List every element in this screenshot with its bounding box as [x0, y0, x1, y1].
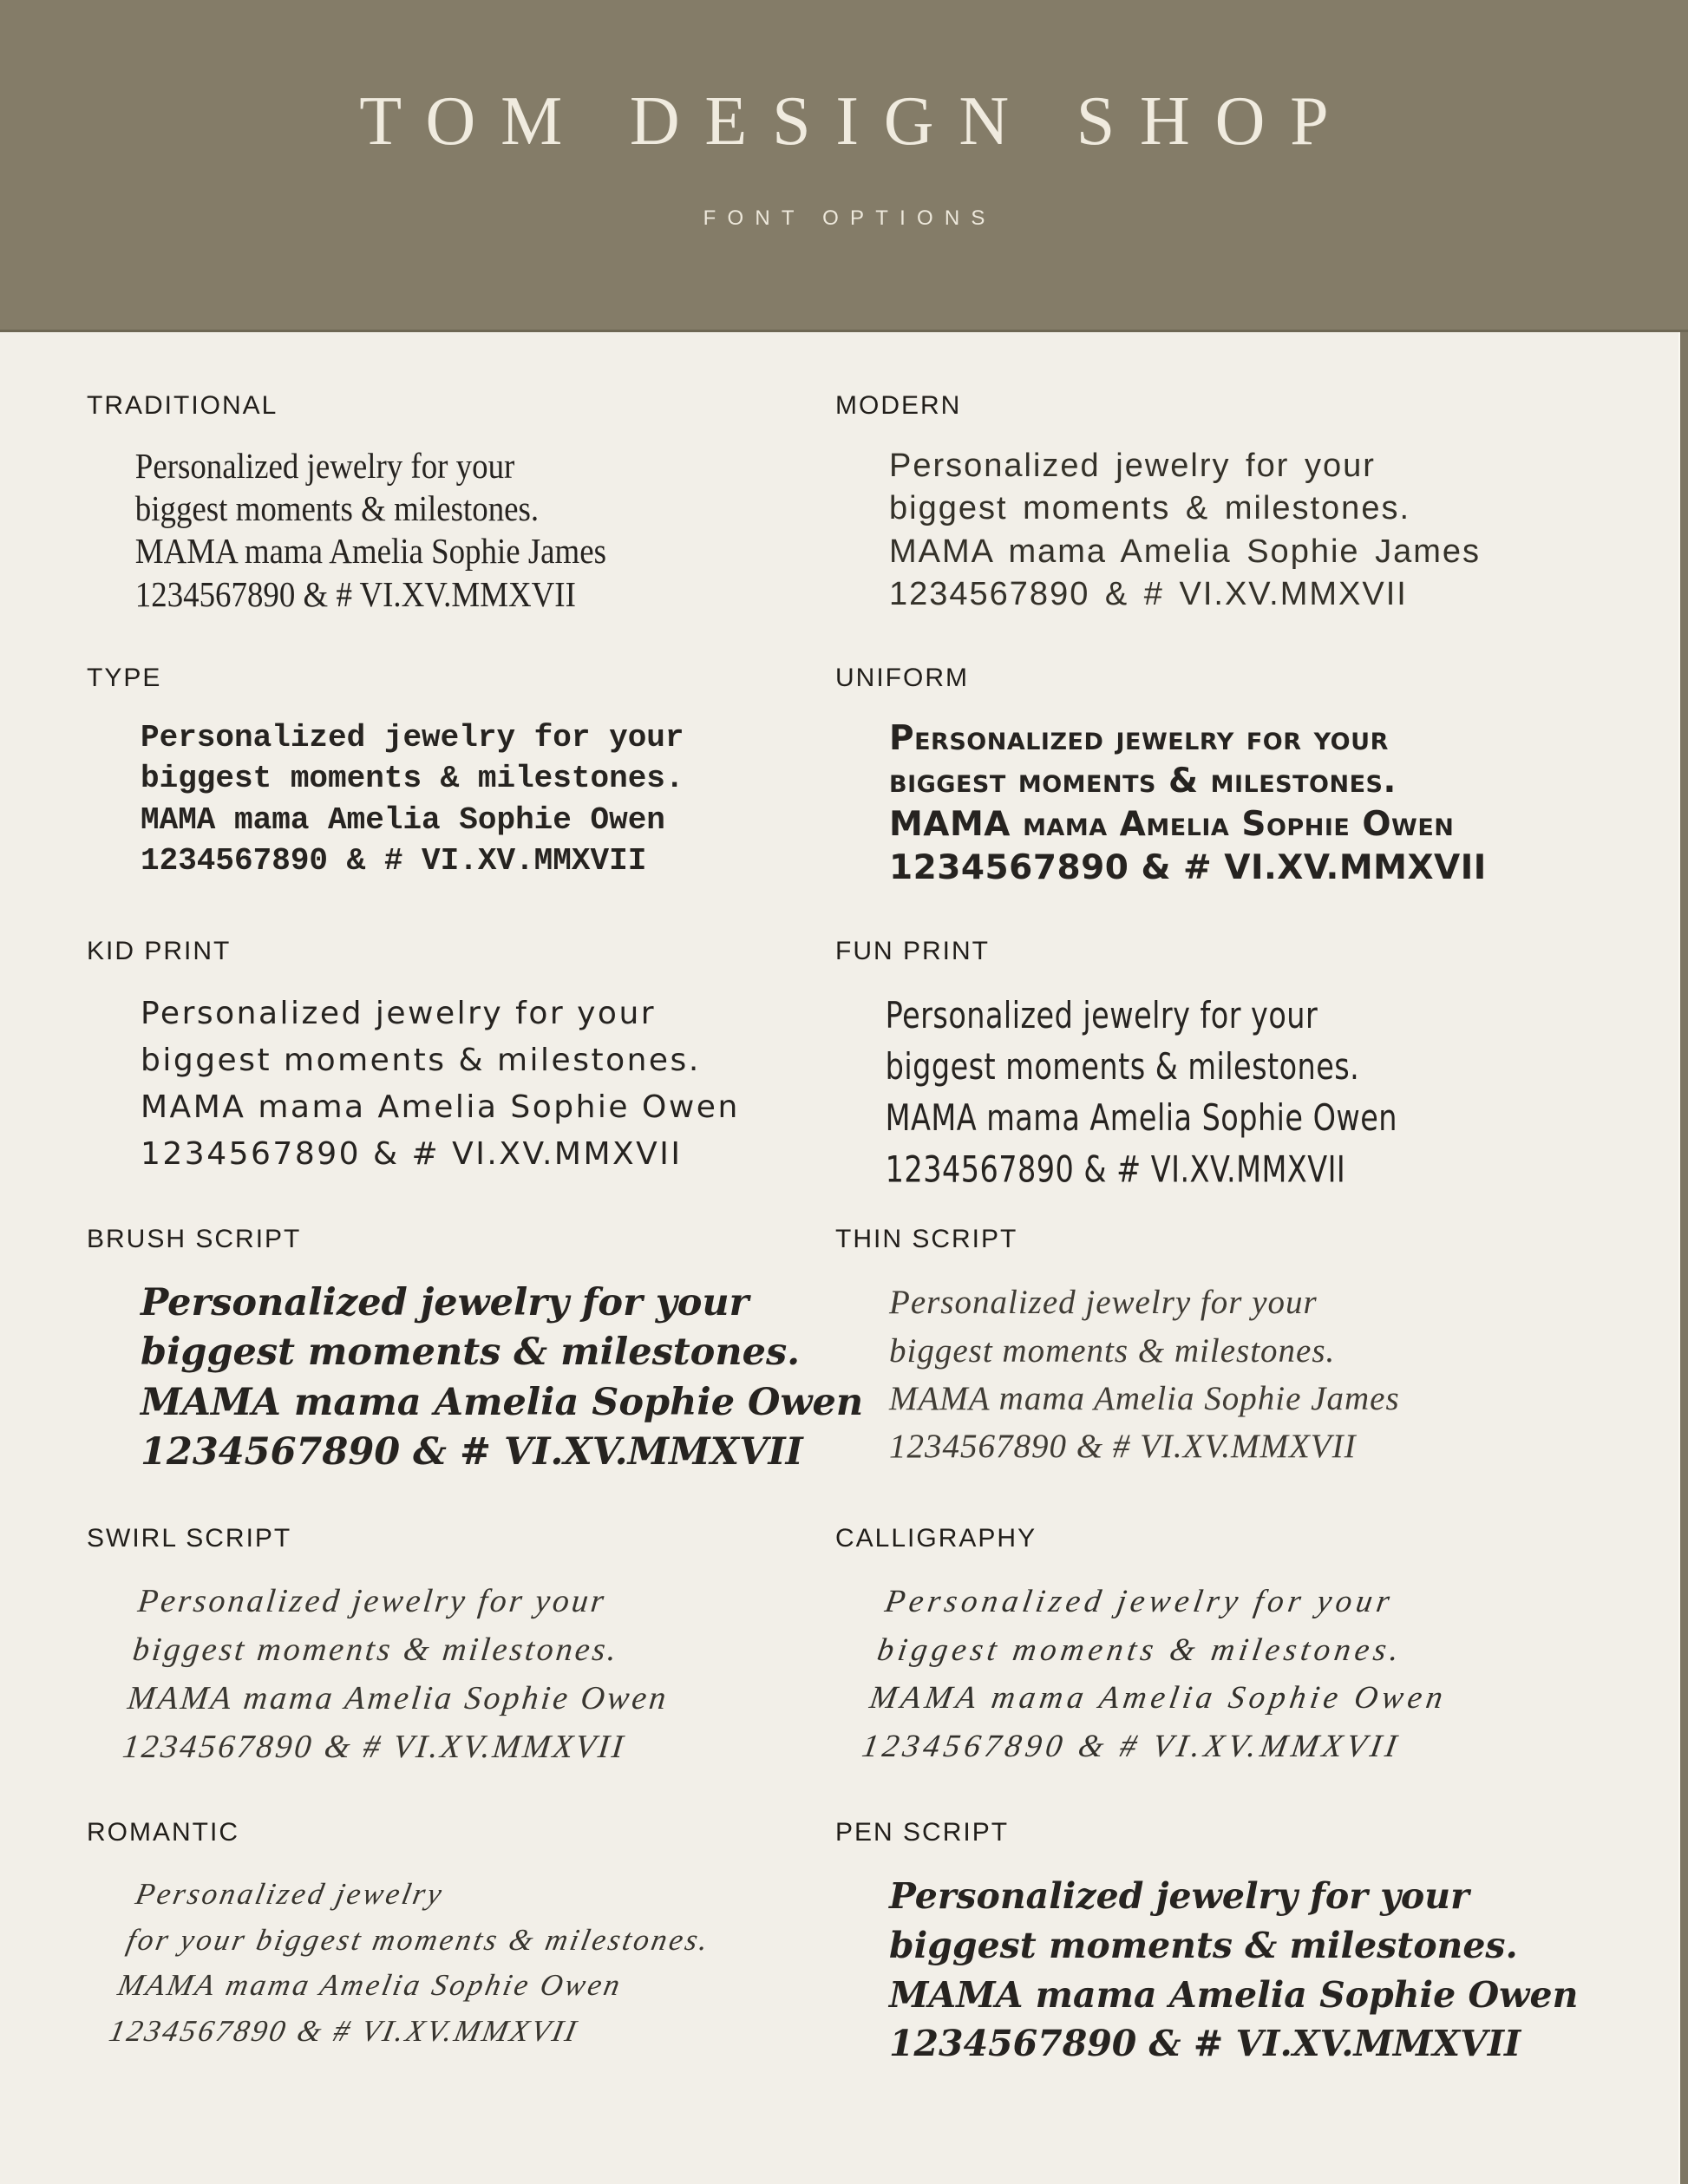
sample-line: biggest moments & milestones.: [889, 490, 1411, 527]
font-sample-text: [835, 445, 1681, 617]
right-edge-strip: [1678, 332, 1688, 2184]
sample-line: Personalized jewelry for your: [889, 1284, 1318, 1322]
font-sample-text: [87, 445, 883, 616]
sample-line: 1234567890 & # VI.XV.MMXVII: [141, 1429, 803, 1474]
font-sample-text: [835, 1872, 1681, 2068]
sample-line: Personalized jewelry for your: [889, 1875, 1469, 1918]
sample-line: MAMA mama Amelia Sophie Owen: [889, 805, 1455, 845]
sample-line: biggest moments & milestones.: [141, 1331, 801, 1375]
sample-line: biggest moments & milestones.: [874, 1631, 1406, 1668]
font-sample-text: [835, 1278, 1681, 1471]
font-sample-text: [805, 1578, 1681, 1770]
font-sample-text: [51, 1872, 835, 2054]
sample-line: Personalized jewelry for your: [141, 996, 657, 1032]
font-section-swirl-script: [87, 1523, 835, 1771]
sample-line: 1234567890 & # VI.XV.MMXVII: [889, 2023, 1521, 2065]
sample-line: biggest moments & milestones.: [889, 1331, 1336, 1370]
sample-line: 1234567890 & # VI.XV.MMXVII: [106, 2013, 582, 2048]
font-label: MODERN: [835, 391, 962, 420]
font-label: BRUSH SCRIPT: [87, 1225, 302, 1254]
sample-line: Personalized jewelry for your: [134, 446, 515, 486]
sample-line: 1234567890 & # VI.XV.MMXVII: [889, 1428, 1357, 1466]
sample-line: Personalized jewelry: [133, 1877, 448, 1912]
sample-line: biggest moments & milestones.: [889, 762, 1397, 801]
sample-line: 1234567890 & # VI.XV.MMXVII: [889, 848, 1487, 888]
sample-line: MAMA mama Amelia Sophie James: [134, 531, 607, 572]
font-section-thin-script: [835, 1226, 1681, 1477]
font-label: PEN SCRIPT: [835, 1818, 1010, 1847]
sample-line: Personalized jewelry for your: [882, 1583, 1397, 1619]
font-sample-text: [67, 1578, 835, 1771]
sample-line: biggest moments & milestones.: [889, 1924, 1518, 1966]
font-sample-text: [87, 717, 835, 882]
sample-line: Personalized jewelry for your: [889, 718, 1389, 758]
sample-line: MAMA mama Amelia Sophie Owen: [867, 1679, 1450, 1716]
sample-line: for your biggest moments & milestones.: [124, 1922, 714, 1957]
sample-line: 1234567890 & # VI.XV.MMXVII: [141, 1136, 683, 1173]
font-section-kid-print: [87, 938, 835, 1178]
sample-line: biggest moments & milestones.: [885, 1047, 1360, 1089]
font-section-pen-script: [835, 1820, 1681, 2068]
font-section-traditional: [87, 393, 835, 617]
sample-line: biggest moments & milestones.: [141, 1043, 701, 1079]
font-section-brush-script: [87, 1225, 864, 1477]
font-label: FUN PRINT: [835, 937, 990, 966]
font-section-calligraphy: [835, 1523, 1681, 1771]
sample-line: MAMA mama Amelia Sophie James: [889, 1379, 1400, 1417]
font-section-uniform: [835, 665, 1681, 891]
font-sample-text: [835, 717, 1681, 891]
sample-line: 1234567890 & # VI.XV.MMXVII: [889, 576, 1408, 613]
font-section-type: [87, 665, 835, 891]
page-subtitle: FONT OPTIONS: [703, 206, 997, 230]
shop-title: TOM DESIGN SHOP: [359, 83, 1354, 160]
sample-line: 1234567890 & # VI.XV.MMXVII: [885, 1149, 1346, 1192]
sample-line: Personalized jewelry for your: [885, 995, 1318, 1037]
sample-line: Personalized jewelry for your: [135, 1582, 609, 1619]
font-label: ROMANTIC: [87, 1818, 239, 1847]
font-label: THIN SCRIPT: [835, 1225, 1018, 1254]
font-label: CALLIGRAPHY: [835, 1523, 1037, 1553]
sample-line: biggest moments & milestones.: [134, 488, 540, 529]
sample-line: 1234567890 & # VI.XV.MMXVII: [121, 1728, 628, 1765]
font-label: TYPE: [87, 663, 162, 692]
font-label: TRADITIONAL: [87, 391, 278, 420]
sample-line: Personalized jewelry for your: [141, 1281, 749, 1325]
sample-line: MAMA mama Amelia Sophie Owen: [126, 1679, 671, 1716]
sample-line: Personalized jewelry for your: [889, 448, 1376, 484]
header-banner: [0, 0, 1688, 332]
sample-line: 1234567890 & # VI.XV.MMXVII: [134, 573, 576, 614]
font-section-modern: [835, 393, 1681, 617]
sample-line: MAMA mama Amelia Sophie Owen: [885, 1098, 1397, 1141]
font-sample-text: [87, 991, 835, 1178]
font-sample-text: [835, 991, 1688, 1196]
sample-line: MAMA mama Amelia Sophie James: [889, 533, 1482, 570]
sample-line: MAMA mama Amelia Sophie Owen: [141, 1089, 740, 1126]
font-label: KID PRINT: [87, 937, 232, 966]
sample-line: MAMA mama Amelia Sophie Owen: [141, 801, 665, 838]
sample-line: biggest moments & milestones.: [141, 761, 684, 797]
font-label: SWIRL SCRIPT: [87, 1523, 292, 1553]
font-section-fun-print: [835, 937, 1681, 1192]
sample-line: 1234567890 & # VI.XV.MMXVII: [141, 843, 647, 879]
font-label: UNIFORM: [835, 663, 969, 692]
font-sample-grid: [0, 332, 1688, 2117]
sample-line: MAMA mama Amelia Sophie Owen: [889, 1973, 1579, 2016]
sample-line: Personalized jewelry for your: [141, 719, 684, 755]
sample-line: 1234567890 & # VI.XV.MMXVII: [860, 1728, 1403, 1764]
sample-line: MAMA mama Amelia Sophie Owen: [141, 1380, 864, 1424]
font-section-romantic: [87, 1820, 835, 2068]
font-sample-text: [87, 1278, 864, 1477]
sample-line: biggest moments & milestones.: [131, 1631, 621, 1668]
sample-line: MAMA mama Amelia Sophie Owen: [114, 1968, 625, 2003]
